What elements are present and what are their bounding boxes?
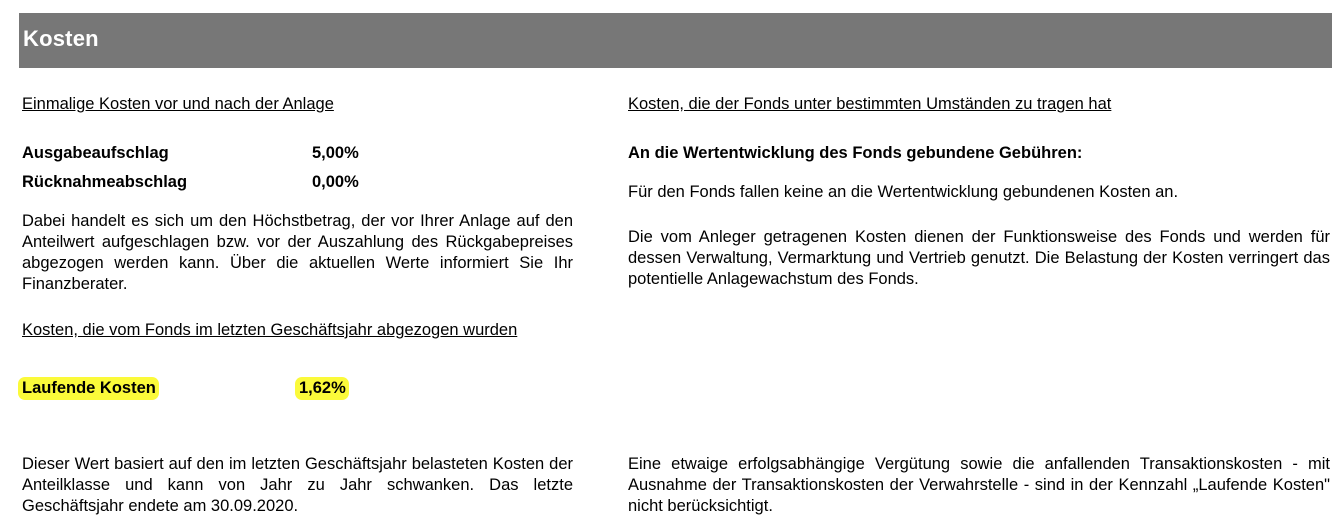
deducted-costs-heading: Kosten, die vom Fonds im letzten Geschäftsjahr abgezogen wurden <box>22 321 518 339</box>
entry-fee-label: Ausgabeaufschlag <box>22 144 169 162</box>
costs-usage-note: Die vom Anleger getragenen Kosten dienen der Funktionsweise des Fonds und werden für dessen Verwaltung, Vermarktung und Vertrieb genutzt. Die Belastung der Kosten verringert das potentielle Anlagewachstum des Fonds. <box>628 228 1330 288</box>
section-title: Kosten <box>23 26 99 51</box>
section-header <box>19 13 1332 68</box>
ongoing-costs-note: Dieser Wert basiert auf den im letzten Geschäftsjahr belasteten Kosten der Anteilklasse und kann von Jahr zu Jahr schwanken. Das letzte Geschäftsjahr endete am 30.09.2020. <box>22 455 573 515</box>
ongoing-costs-label: Laufende Kosten <box>18 377 159 400</box>
performance-fees-heading: An die Wertentwicklung des Fonds gebundene Gebühren: <box>628 144 1083 162</box>
exit-fee-value: 0,00% <box>312 173 359 191</box>
special-costs-heading: Kosten, die der Fonds unter bestimmten Umständen zu tragen hat <box>628 95 1112 113</box>
ongoing-costs-value: 1,62% <box>295 377 349 400</box>
performance-fees-note: Für den Fonds fallen keine an die Wertentwicklung gebundenen Kosten an. <box>628 183 1179 201</box>
fees-note: Dabei handelt es sich um den Höchstbetrag, der vor Ihrer Anlage auf den Anteilwert aufgeschlagen bzw. vor der Auszahlung des Rückgabepreises abgezogen werden kann. Über die aktuellen Werte informiert Sie Ihr Finanzberater. <box>22 212 573 293</box>
transaction-costs-note: Eine etwaige erfolgsabhängige Vergütung sowie die anfallenden Transaktionskosten - mit Ausnahme der Transaktionskosten der Verwahrstelle - sind in der Kennzahl „Laufende Kosten" nicht berücksichtigt. <box>628 455 1330 515</box>
exit-fee-label: Rücknahmeabschlag <box>22 173 188 191</box>
entry-fee-value: 5,00% <box>312 144 359 162</box>
one-time-costs-heading: Einmalige Kosten vor und nach der Anlage <box>22 95 334 113</box>
